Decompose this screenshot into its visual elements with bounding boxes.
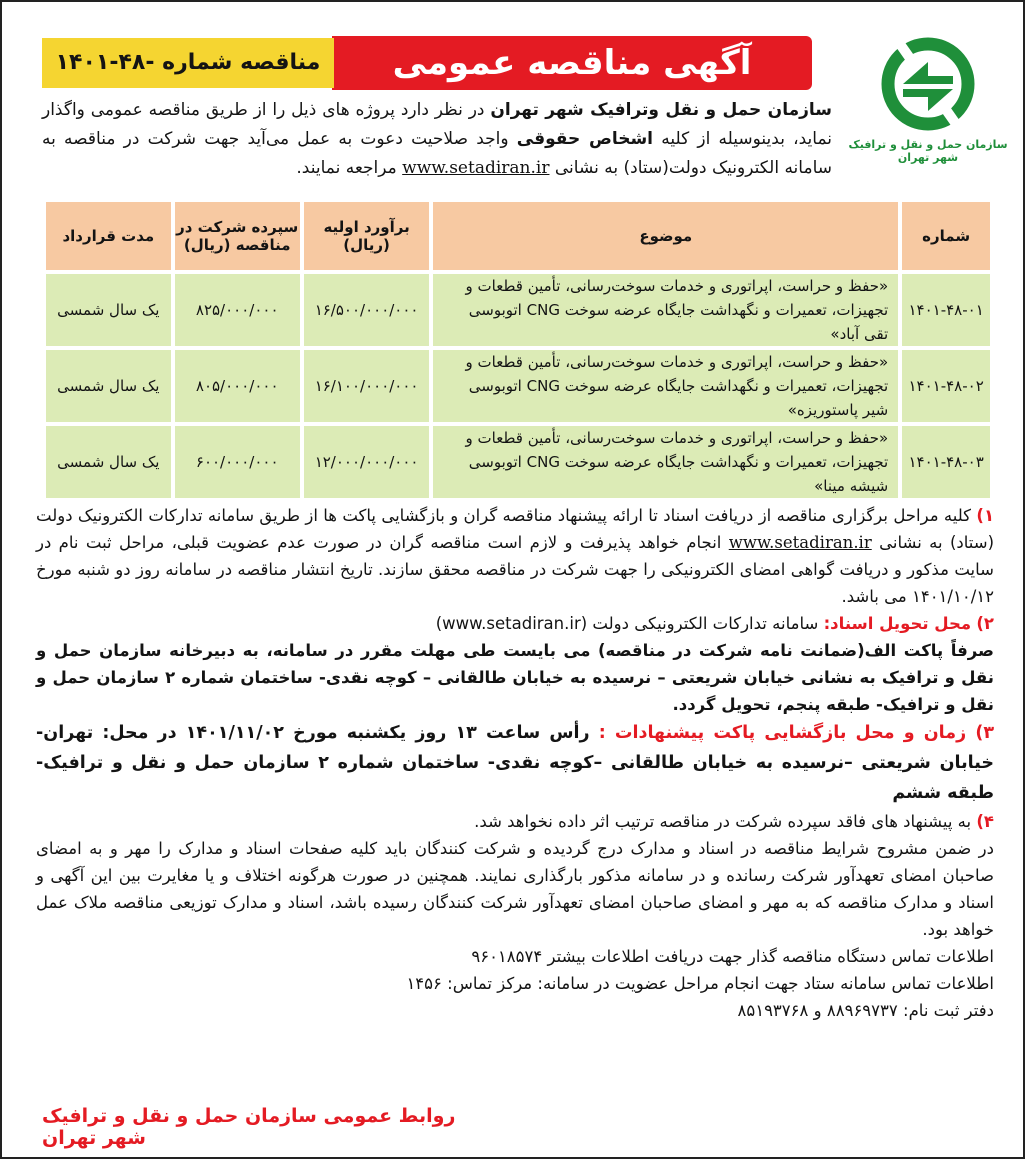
header-number: شماره	[902, 202, 990, 270]
item-4-number: ۴)	[976, 812, 994, 831]
contact-line-2: اطلاعات تماس سامانه ستاد جهت انجام مراحل عضویت در سامانه: مرکز تماس: ۱۴۵۶	[406, 974, 994, 993]
row-subject: «حفظ و حراست، اپراتوری و خدمات سوخت‌رسانی، تأمین قطعات و تجهیزات، تعمیرات و نگهداشت جایگاه عرضه سوخت CNG اتوبوسی شیر پاستوریزه»	[433, 350, 898, 422]
item-4-text: به پیشنهاد های فاقد سپرده شرکت در مناقصه ترتیب اثر داده نخواهد شد.	[474, 812, 972, 831]
row-number: ۱۴۰۱-۴۸-۰۱	[902, 274, 990, 346]
row-deposit: ۸۲۵/۰۰۰/۰۰۰	[175, 274, 300, 346]
item-3	[36, 718, 994, 808]
row-subject: «حفظ و حراست، اپراتوری و خدمات سوخت‌رسانی، تأمین قطعات و تجهیزات، تعمیرات و نگهداشت جایگاه عرضه سوخت CNG اتوبوسی تقی آباد»	[433, 274, 898, 346]
header-subject: موضوع	[433, 202, 898, 270]
table-row	[46, 426, 990, 498]
tender-number: مناقصه شماره -۴۸-۱۴۰۱	[42, 38, 334, 88]
intro-paragraph	[42, 96, 832, 183]
contact-line-1: اطلاعات تماس دستگاه مناقصه گذار جهت دریافت اطلاعات بیشتر ۹۶۰۱۸۵۷۴	[471, 947, 994, 966]
table-row	[46, 350, 990, 422]
header-estimate: برآورد اولیه (ریال)	[304, 202, 430, 270]
intro-text-2: واجد صلاحیت دعوت به عمل می‌آید جهت شرکت در مناقصه به سامانه الکترونیک دولت(ستاد) به نشانی	[42, 129, 832, 178]
row-duration: یک سال شمسی	[46, 350, 171, 422]
item-2-bold: صرفاً پاکت الف(ضمانت نامه شرکت در مناقصه) می بایست طی مهلت مقرر در سامانه، به دبیرخانه سازمان حمل و نقل و ترافیک به نشانی خیابان شریعتی – نرسیده به خیابان طالقانی – کوچه نقدی- ساختمان شماره ۲ سازمان حمل و نقل و ترافیک- طبقه پنجم، تحویل گردد.	[36, 641, 994, 714]
table-row	[46, 274, 990, 346]
intro-text-1: در نظر دارد پروژه های ذیل را از طریق مناقصه عمومی واگذار نماید، بدینوسیله از کلیه	[42, 100, 833, 149]
item-3-label: زمان و محل بازگشایی پاکت پیشنهادات :	[598, 723, 967, 743]
terms-paragraph: در ضمن مشروح شرایط مناقصه در اسناد و مدارک درج گردیده و شرکت کنندگان باید کلیه صفحات اسناد و مدارک را مهر و به امضای صاحبان امضای تعهدآور شرکت رسانده و در سامانه مذکور بارگذاری نمایند. همچنین در صورت هرگونه اختلاف و یا مغایرت بین این آگهی و اسناد و مدارک مناقصه که به مهر و امضای صاحبان امضای تعهدآور شرکت کنندگان رسیده باشد، اسناد و مدارک توزیعی مناقصه ملاک عمل خواهد بود.	[36, 839, 994, 939]
item-1-number: ۱)	[976, 506, 995, 525]
intro-bold: اشخاص حقوقی	[516, 129, 654, 149]
notice-body	[36, 502, 994, 1024]
intro-text-3: مراجعه نمایند.	[296, 158, 397, 178]
intro-org: سازمان حمل و نقل وترافیک شهر تهران	[490, 100, 832, 120]
row-estimate: ۱۶/۱۰۰/۰۰۰/۰۰۰	[304, 350, 430, 422]
page-title: آگهی مناقصه عمومی	[332, 36, 812, 90]
item-1-text-2: انجام خواهد پذیرفت و لازم است مناقصه گران در صورت عدم عضویت قبلی، مراحل ثبت نام در سایت مذکور و دریافت گواهی امضای الکترونیکی را جهت شرکت در مناقصه محقق سازند. تاریخ انتشار مناقصه در سامانه روز دو شنبه مورخ ۱۴۰۱/۱۰/۱۲ می باشد.	[36, 533, 994, 606]
setad-link[interactable]: www.setadiran.ir	[402, 158, 550, 178]
item-2-number: ۲)	[976, 614, 994, 633]
footer-signature: روابط عمومی سازمان حمل و نقل و ترافیک شهر تهران	[42, 1105, 456, 1149]
row-estimate: ۱۶/۵۰۰/۰۰۰/۰۰۰	[304, 274, 430, 346]
item-1-link[interactable]: www.setadiran.ir	[728, 533, 872, 552]
row-number: ۱۴۰۱-۴۸-۰۲	[902, 350, 990, 422]
item-3-number: ۳)	[975, 723, 994, 743]
logo	[840, 34, 1016, 164]
table-header-row	[46, 202, 990, 270]
row-duration: یک سال شمسی	[46, 274, 171, 346]
row-number: ۱۴۰۱-۴۸-۰۳	[902, 426, 990, 498]
row-duration: یک سال شمسی	[46, 426, 171, 498]
header-deposit: سپرده شرکت در مناقصه (ریال)	[175, 202, 300, 270]
item-1-text: کلیه مراحل برگزاری مناقصه از دریافت اسناد تا ارائه پیشنهاد مناقصه گران و بازگشایی پاکت ها از طریق سامانه تدارکات الکترونیک دولت (ستاد) به نشانی	[36, 506, 995, 552]
row-estimate: ۱۲/۰۰۰/۰۰۰/۰۰۰	[304, 426, 430, 498]
item-4	[36, 808, 994, 835]
item-2	[36, 610, 994, 637]
row-deposit: ۸۰۵/۰۰۰/۰۰۰	[175, 350, 300, 422]
item-2-text: سامانه تدارکات الکترونیکی دولت (www.setadiran.ir)	[435, 614, 819, 633]
item-1	[36, 502, 994, 610]
item-2-label: محل تحویل اسناد:	[823, 614, 972, 633]
row-deposit: ۶۰۰/۰۰۰/۰۰۰	[175, 426, 300, 498]
contact-line-3: دفتر ثبت نام: ۸۸۹۶۹۷۳۷ و ۸۵۱۹۳۷۶۸	[737, 1001, 994, 1020]
header-duration: مدت قرارداد	[46, 202, 171, 270]
tenders-table	[42, 198, 994, 502]
logo-caption: سازمان حمل و نقل و ترافیک شهر تهران	[848, 138, 1008, 164]
recycle-arrows-logo-icon	[873, 34, 983, 134]
row-subject: «حفظ و حراست، اپراتوری و خدمات سوخت‌رسانی، تأمین قطعات و تجهیزات، تعمیرات و نگهداشت جایگاه عرضه سوخت CNG اتوبوسی شیشه مینا»	[433, 426, 898, 498]
item-3-text: رأس ساعت ۱۳ روز یکشنبه مورخ ۱۴۰۱/۱۱/۰۲ در محل: تهران- خیابان شریعتی –نرسیده به خیابان طالقانی –کوچه نقدی- ساختمان شماره ۲ سازمان حمل و نقل و ترافیک- طبقه ششم	[36, 723, 994, 803]
